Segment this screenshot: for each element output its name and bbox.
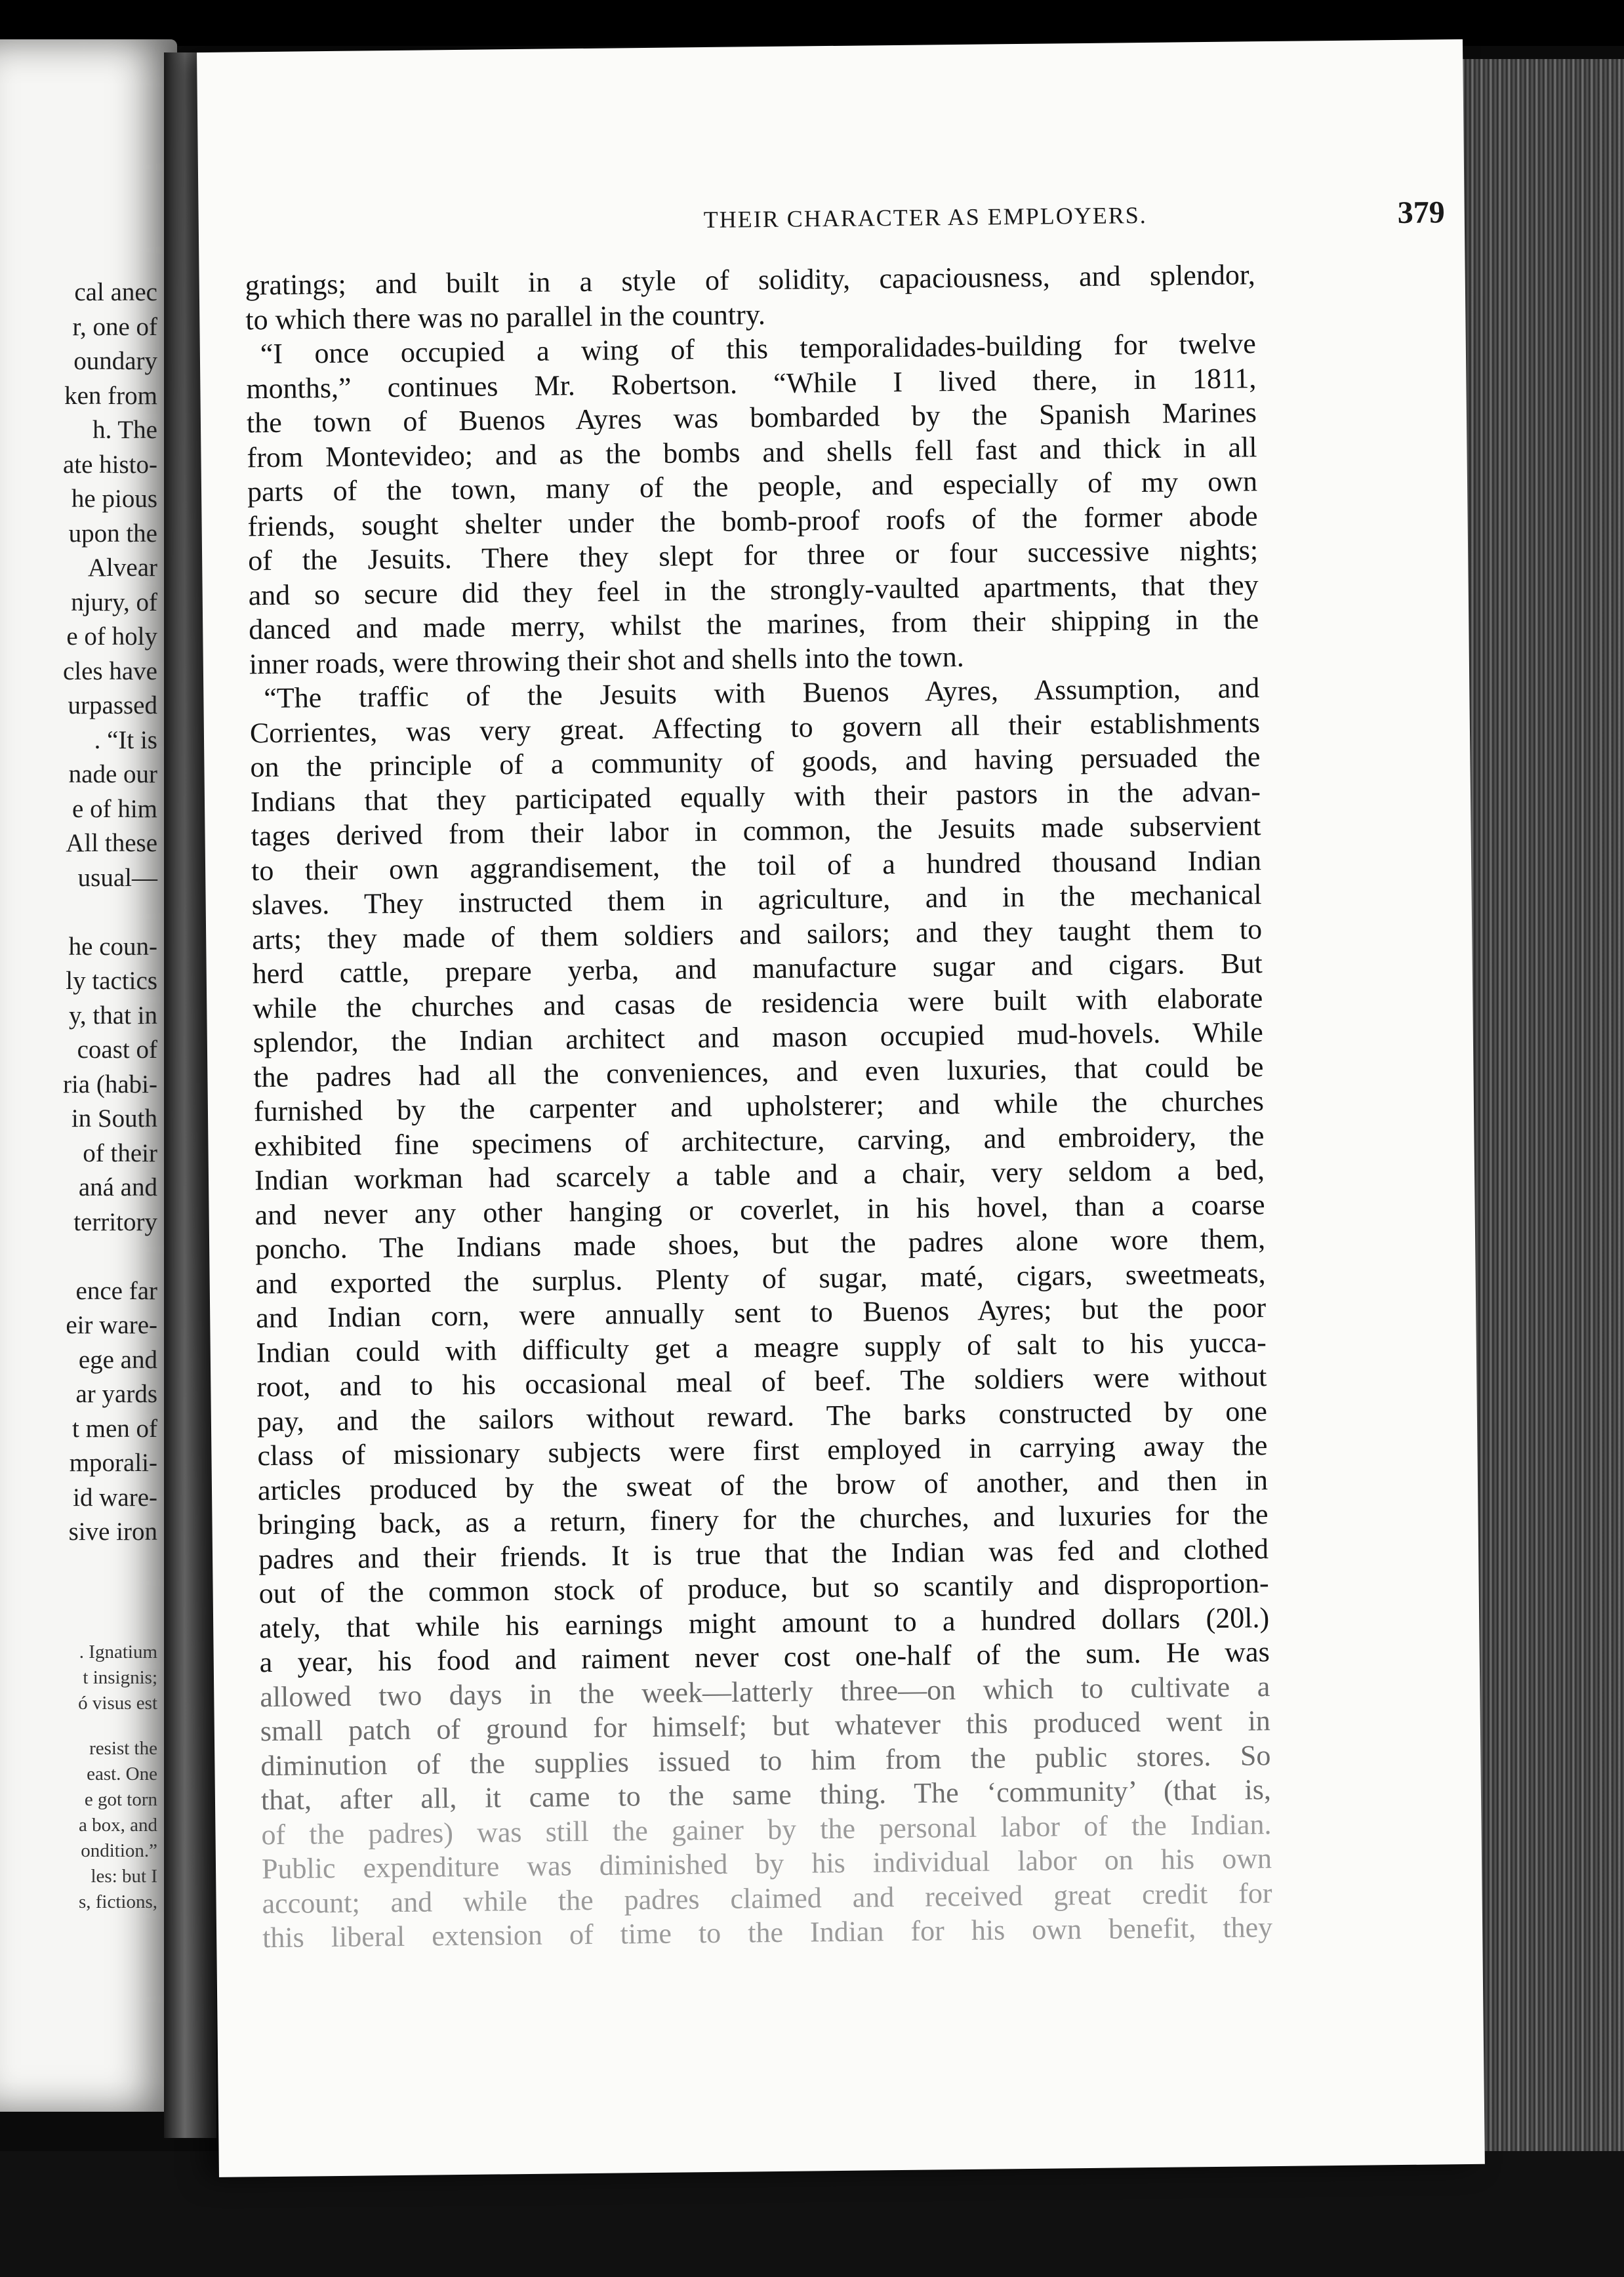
body-line: furnished by the carpenter and upholsterer; and while the churches [253, 1085, 1265, 1128]
left-page [0, 39, 177, 2112]
left-page-fragment: ken from [64, 381, 157, 410]
left-page-fragment: usual— [77, 863, 157, 892]
left-page-fragment: ege and [78, 1345, 157, 1374]
left-page-fragment: id ware- [73, 1483, 157, 1512]
body-line: danced and made merry, whilst the marines, from their shipping in the [249, 603, 1259, 646]
body-line: articles produced by the sweat of the brow of another, and then in [257, 1463, 1269, 1506]
body-line: the padres had all the conveniences, and even luxuries, that could be [253, 1050, 1264, 1093]
left-page-fragment: e of holy [66, 622, 157, 651]
left-page-fragment: nade our [68, 760, 157, 788]
body-line: out of the common stock of produce, but so scantily and disproportion- [258, 1567, 1269, 1610]
body-line: padres and their friends. It is true that the Indian was fed and clothed [258, 1532, 1269, 1575]
left-page-footnote-fragment: a box, and [79, 1815, 157, 1836]
body-line: bringing back, as a return, finery for the churches, and luxuries for the [258, 1498, 1269, 1541]
left-page-fragment: ria (habi- [62, 1070, 157, 1098]
right-page [197, 39, 1485, 2177]
left-page-fragment: cles have [62, 656, 157, 685]
left-page-fragment: upon the [68, 519, 157, 548]
body-line: Public expenditure was diminished by his individual labor on his own [261, 1842, 1272, 1885]
left-page-fragment: territory [73, 1207, 157, 1236]
left-page-fragment: sive iron [68, 1518, 157, 1546]
left-page-footnote-fragment: les: but I [91, 1866, 157, 1887]
left-page-fragment: e of him [72, 794, 157, 823]
left-page-footnote-fragment: . Ignatium [79, 1642, 157, 1662]
body-line: poncho. The Indians made shoes, but the padres alone wore them, [254, 1222, 1266, 1266]
body-line: that, after all, it came to the same thing. The ‘community’ (that is, [260, 1773, 1272, 1817]
body-line: ately, that while his earnings might amount to a hundred dollars (20l.) [258, 1601, 1270, 1644]
left-page-fragment: cal anec [74, 278, 157, 306]
body-line: small patch of ground for himself; but whatever this produced went in [260, 1704, 1271, 1748]
left-page-footnote-fragment: e got torn [84, 1789, 157, 1810]
running-head-title: THEIR CHARACTER AS EMPLOYERS. [703, 201, 1148, 233]
left-page-fragment: r, one of [72, 312, 157, 341]
body-line: Indian could with difficulty get a meagre supply of salt to his yucca- [256, 1325, 1267, 1369]
left-page-fragment: y, that in [68, 1001, 157, 1030]
body-line: friends, sought shelter under the bomb-proof roofs of the former abode [247, 499, 1258, 542]
body-line: parts of the town, many of the people, and especially of my own [247, 465, 1258, 508]
body-line: a year, his food and raiment never cost one-half of the sum. He was [259, 1636, 1270, 1679]
body-line: exhibited fine specimens of architecture, carving, and embroidery, the [254, 1119, 1265, 1162]
body-line: and never any other hanging or coverlet, in his hovel, than a coarse [254, 1188, 1265, 1231]
left-page-fragment: All these [66, 829, 157, 857]
body-line: and so secure did they feel in the strongly-vaulted apartments, that they [248, 568, 1259, 611]
left-page-fragment: ence far [75, 1276, 157, 1305]
body-line: of the Jesuits. There they slept for three or four successive nights; [247, 534, 1259, 577]
body-line: “The traffic of the Jesuits with Buenos Ayres, Assumption, and [264, 672, 1260, 715]
left-page-footnote-fragment: resist the [89, 1738, 157, 1759]
left-page-fragment: coast of [77, 1036, 157, 1064]
body-line: of the padres) was still the gainer by the personal labor of the Indian. [261, 1807, 1272, 1851]
left-page-fragment: ar yards [75, 1380, 157, 1408]
page-number: 379 [1397, 195, 1445, 230]
body-line: months,” continues Mr. Robertson. “While I lived there, in 1811, [246, 361, 1257, 405]
body-line: slaves. They instructed them in agriculture, and in the mechanical [251, 878, 1262, 921]
body-line: from Montevideo; and as the bombs and shells fell fast and thick in all [247, 430, 1257, 474]
left-page-fragment: njury, of [71, 588, 157, 616]
left-page-fragment: urpassed [68, 691, 157, 719]
body-line: to which there was no parallel in the country. [245, 298, 766, 336]
running-head [500, 195, 1445, 233]
body-line: inner roads, were throwing their shot and shells into the town. [249, 640, 965, 680]
left-page-fragment: h. The [92, 416, 157, 444]
left-page-footnote-fragment: ó visus est [78, 1693, 157, 1714]
left-page-footnote-fragments [0, 1640, 157, 1915]
body-line: Indian workman had scarcely a table and a chair, very seldom a bed, [254, 1154, 1265, 1197]
left-page-fragment: ly tactics [66, 967, 157, 995]
left-page-footnote-fragment: s, fictions, [78, 1891, 157, 1912]
left-page-fragment: mporali- [69, 1449, 157, 1477]
scan-background-top [0, 0, 1624, 46]
body-line: arts; they made of them soldiers and sailors; and they taught them to [251, 912, 1263, 956]
body-line: pay, and the sailors without reward. The barks constructed by one [256, 1394, 1268, 1438]
body-line: class of missionary subjects were first employed in carrying away the [257, 1429, 1268, 1472]
left-page-fragment: eir ware- [66, 1311, 157, 1339]
body-line: Indians that they participated equally with their pastors in the advan- [250, 775, 1261, 818]
left-page-fragment: of their [83, 1138, 157, 1167]
left-page-fragment [0, 1239, 157, 1274]
body-line: “I once occupied a wing of this temporalidades-building for twelve [260, 327, 1257, 371]
left-page-fragment: ate histo- [62, 450, 157, 479]
body-line: herd cattle, prepare yerba, and manufacture sugar and cigars. But [252, 947, 1263, 990]
body-line: and exported the surplus. Plenty of sugar, maté, cigars, sweetmeats, [255, 1257, 1266, 1300]
left-page-fragment: he pious [71, 485, 157, 513]
body-line: tages derived from their labor in common, the Jesuits made subservient [251, 809, 1261, 853]
left-page-footnote-fragment: t insignis; [83, 1667, 157, 1688]
left-page-fragment: oundary [73, 347, 157, 375]
left-page-text-fragments [0, 275, 157, 1550]
body-line: root, and to his occasional meal of beef. The soldiers were without [256, 1360, 1267, 1403]
left-page-fragment: t men of [72, 1414, 157, 1443]
left-page-fragment: in South [71, 1104, 157, 1133]
left-page-fragment [0, 895, 157, 930]
left-page-fragment: . “It is [94, 725, 157, 754]
left-page-fragment: he coun- [68, 932, 157, 961]
body-line: this liberal extension of time to the Indian for his own benefit, they [262, 1911, 1273, 1954]
body-line: while the churches and casas de residencia were built with elaborate [253, 981, 1263, 1024]
body-line: to their own aggrandisement, the toil of a hundred thousand Indian [251, 843, 1262, 887]
body-line: the town of Buenos Ayres was bombarded by the Spanish Marines [246, 396, 1257, 439]
body-line: Corrientes, was very great. Affecting to govern all their establishments [249, 706, 1261, 749]
body-line: diminution of the supplies issued to him from the public stores. So [260, 1739, 1271, 1782]
body-line: account; and while the padres claimed and received great credit for [262, 1876, 1272, 1920]
left-page-footnote-fragment: east. One [87, 1763, 157, 1784]
left-page-footnote-fragment: ondition.” [81, 1840, 157, 1861]
body-line: and Indian corn, were annually sent to Buenos Ayres; but the poor [256, 1291, 1267, 1335]
left-page-fragment: aná and [78, 1173, 157, 1201]
body-text [245, 258, 1273, 1955]
left-page-fragment: Alvear [87, 554, 157, 582]
body-line: gratings; and built in a style of solidity, capaciousness, and splendor, [245, 258, 1255, 302]
body-line: allowed two days in the week—latterly three—on which to cultivate a [260, 1670, 1270, 1713]
body-line: on the principle of a community of goods, and having persuaded the [250, 740, 1261, 784]
body-line: splendor, the Indian architect and mason occupied mud-hovels. While [253, 1016, 1264, 1059]
